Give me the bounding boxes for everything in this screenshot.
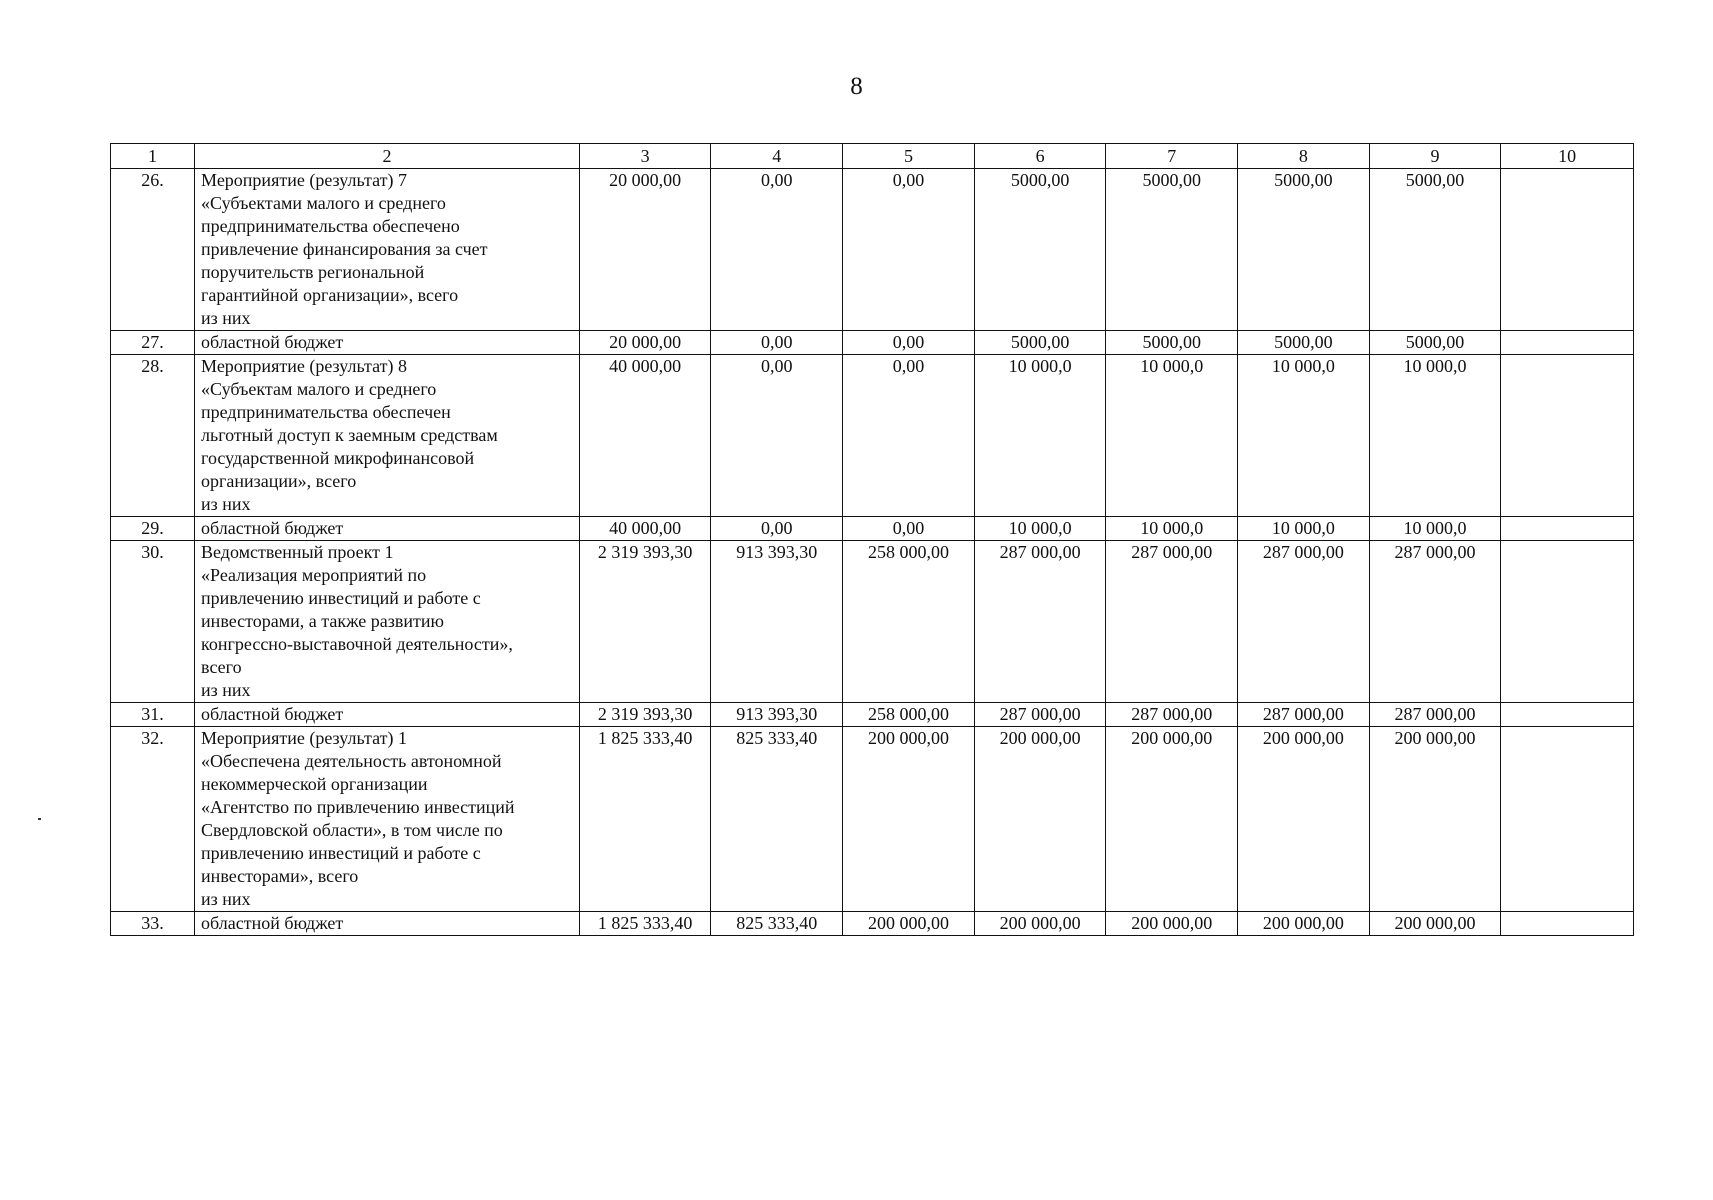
row-name-line: областной бюджет [201, 704, 344, 724]
header-cell: 3 [579, 144, 711, 169]
row-name-line: областной бюджет [201, 332, 344, 352]
row-number: 30. [111, 541, 195, 703]
row-name-line: из них [201, 494, 251, 514]
row-name-line: государственной микрофинансовой [201, 448, 475, 468]
header-cell: 2 [195, 144, 580, 169]
row-name-line: конгрессно-выставочной деятельности», [201, 634, 513, 654]
value-cell-col-7: 287 000,00 [1106, 541, 1238, 703]
row-number: 26. [111, 169, 195, 331]
row-name [195, 703, 580, 727]
table-header [111, 144, 1634, 169]
table-row [111, 703, 1634, 727]
scan-speck [38, 818, 41, 820]
value-cell-col-6: 5000,00 [974, 169, 1106, 331]
value-cell-col-8: 287 000,00 [1238, 703, 1370, 727]
value-cell-col-4: 0,00 [711, 331, 843, 355]
row-name-line: «Реализация мероприятий по [201, 565, 427, 585]
header-cell: 5 [843, 144, 975, 169]
value-cell-col-4: 0,00 [711, 355, 843, 517]
value-cell-col-5: 0,00 [843, 355, 975, 517]
row-name-line: из них [201, 308, 251, 328]
row-name-line: инвесторами, а также развитию [201, 611, 444, 631]
value-cell-col-8: 287 000,00 [1238, 541, 1370, 703]
value-cell-col-3: 1 825 333,40 [579, 912, 711, 936]
value-cell-col-9: 287 000,00 [1369, 541, 1501, 703]
header-cell: 7 [1106, 144, 1238, 169]
row-number: 32. [111, 727, 195, 912]
value-cell-col-6: 287 000,00 [974, 541, 1106, 703]
value-cell-col-9: 200 000,00 [1369, 727, 1501, 912]
value-cell-col-4: 825 333,40 [711, 727, 843, 912]
value-cell-col-7: 200 000,00 [1106, 912, 1238, 936]
row-name-line: льготный доступ к заемным средствам [201, 425, 498, 445]
value-cell-col-3: 20 000,00 [579, 169, 711, 331]
row-number: 33. [111, 912, 195, 936]
table-row [111, 541, 1634, 703]
value-cell-col-3: 1 825 333,40 [579, 727, 711, 912]
row-name [195, 727, 580, 912]
value-cell-col-8: 10 000,0 [1238, 355, 1370, 517]
row-name-line: привлечению инвестиций и работе с [201, 588, 481, 608]
value-cell-col-8: 200 000,00 [1238, 912, 1370, 936]
value-cell-col-6: 200 000,00 [974, 912, 1106, 936]
row-name [195, 355, 580, 517]
header-cell: 8 [1238, 144, 1370, 169]
value-cell-col-9: 5000,00 [1369, 169, 1501, 331]
value-cell-col-5: 258 000,00 [843, 703, 975, 727]
budget-table [110, 143, 1634, 936]
value-cell-col-6: 287 000,00 [974, 703, 1106, 727]
row-name-line: инвесторами», всего [201, 866, 359, 886]
table-row [111, 517, 1634, 541]
value-cell-col-4: 0,00 [711, 169, 843, 331]
value-cell-col-7: 200 000,00 [1106, 727, 1238, 912]
row-name-line: предпринимательства обеспечен [201, 402, 451, 422]
row-name-line: гарантийной организации», всего [201, 285, 459, 305]
row-name-line: всего [201, 657, 242, 677]
header-cell: 10 [1501, 144, 1634, 169]
value-cell-col-9: 200 000,00 [1369, 912, 1501, 936]
value-cell-col-5: 258 000,00 [843, 541, 975, 703]
row-name-line: Ведомственный проект 1 [201, 542, 394, 562]
row-number: 29. [111, 517, 195, 541]
value-cell-col-9: 10 000,0 [1369, 355, 1501, 517]
value-cell-col-7: 287 000,00 [1106, 703, 1238, 727]
value-cell-col-4: 0,00 [711, 517, 843, 541]
value-cell-col-10 [1501, 727, 1634, 912]
row-name-line: «Субъектам малого и среднего [201, 379, 437, 399]
row-name [195, 517, 580, 541]
row-name-line: областной бюджет [201, 518, 344, 538]
row-name-line: Мероприятие (результат) 8 [201, 356, 407, 376]
value-cell-col-6: 5000,00 [974, 331, 1106, 355]
value-cell-col-3: 2 319 393,30 [579, 541, 711, 703]
row-name-line: организации», всего [201, 471, 357, 491]
row-name-line: предпринимательства обеспечено [201, 216, 460, 236]
row-name-line: привлечение финансирования за счет [201, 239, 488, 259]
value-cell-col-7: 10 000,0 [1106, 517, 1238, 541]
value-cell-col-6: 200 000,00 [974, 727, 1106, 912]
row-name-line: привлечению инвестиций и работе с [201, 843, 481, 863]
row-number: 28. [111, 355, 195, 517]
value-cell-col-4: 913 393,30 [711, 703, 843, 727]
value-cell-col-6: 10 000,0 [974, 517, 1106, 541]
value-cell-col-7: 5000,00 [1106, 331, 1238, 355]
value-cell-col-9: 10 000,0 [1369, 517, 1501, 541]
value-cell-col-3: 40 000,00 [579, 517, 711, 541]
value-cell-col-5: 0,00 [843, 517, 975, 541]
row-name [195, 169, 580, 331]
table-row [111, 331, 1634, 355]
table-row [111, 912, 1634, 936]
value-cell-col-10 [1501, 517, 1634, 541]
value-cell-col-4: 825 333,40 [711, 912, 843, 936]
value-cell-col-8: 5000,00 [1238, 169, 1370, 331]
value-cell-col-3: 20 000,00 [579, 331, 711, 355]
table-row [111, 727, 1634, 912]
header-cell: 1 [111, 144, 195, 169]
value-cell-col-10 [1501, 169, 1634, 331]
value-cell-col-6: 10 000,0 [974, 355, 1106, 517]
table-row [111, 169, 1634, 331]
value-cell-col-10 [1501, 912, 1634, 936]
value-cell-col-3: 2 319 393,30 [579, 703, 711, 727]
row-name-line: некоммерческой организации [201, 774, 428, 794]
row-name-line: «Обеспечена деятельность автономной [201, 751, 502, 771]
header-cell: 9 [1369, 144, 1501, 169]
value-cell-col-10 [1501, 703, 1634, 727]
row-name-line: «Субъектами малого и среднего [201, 193, 446, 213]
value-cell-col-8: 10 000,0 [1238, 517, 1370, 541]
row-name-line: Мероприятие (результат) 1 [201, 728, 407, 748]
row-name-line: «Агентство по привлечению инвестиций [201, 797, 515, 817]
value-cell-col-5: 200 000,00 [843, 912, 975, 936]
page-number: 8 [850, 73, 863, 100]
table-row [111, 355, 1634, 517]
value-cell-col-9: 287 000,00 [1369, 703, 1501, 727]
value-cell-col-7: 10 000,0 [1106, 355, 1238, 517]
header-cell: 6 [974, 144, 1106, 169]
header-cell: 4 [711, 144, 843, 169]
value-cell-col-4: 913 393,30 [711, 541, 843, 703]
row-name [195, 912, 580, 936]
value-cell-col-5: 200 000,00 [843, 727, 975, 912]
value-cell-col-10 [1501, 355, 1634, 517]
header-row [111, 144, 1634, 169]
table-body [111, 169, 1634, 936]
value-cell-col-5: 0,00 [843, 169, 975, 331]
row-name [195, 541, 580, 703]
row-name-line: из них [201, 680, 251, 700]
row-name [195, 331, 580, 355]
row-name-line: Свердловской области», в том числе по [201, 820, 503, 840]
value-cell-col-8: 200 000,00 [1238, 727, 1370, 912]
value-cell-col-10 [1501, 541, 1634, 703]
value-cell-col-7: 5000,00 [1106, 169, 1238, 331]
row-name-line: Мероприятие (результат) 7 [201, 170, 407, 190]
value-cell-col-3: 40 000,00 [579, 355, 711, 517]
row-name-line: областной бюджет [201, 913, 344, 933]
value-cell-col-5: 0,00 [843, 331, 975, 355]
row-number: 27. [111, 331, 195, 355]
row-name-line: поручительств региональной [201, 262, 425, 282]
value-cell-col-8: 5000,00 [1238, 331, 1370, 355]
value-cell-col-10 [1501, 331, 1634, 355]
value-cell-col-9: 5000,00 [1369, 331, 1501, 355]
row-name-line: из них [201, 889, 251, 909]
row-number: 31. [111, 703, 195, 727]
